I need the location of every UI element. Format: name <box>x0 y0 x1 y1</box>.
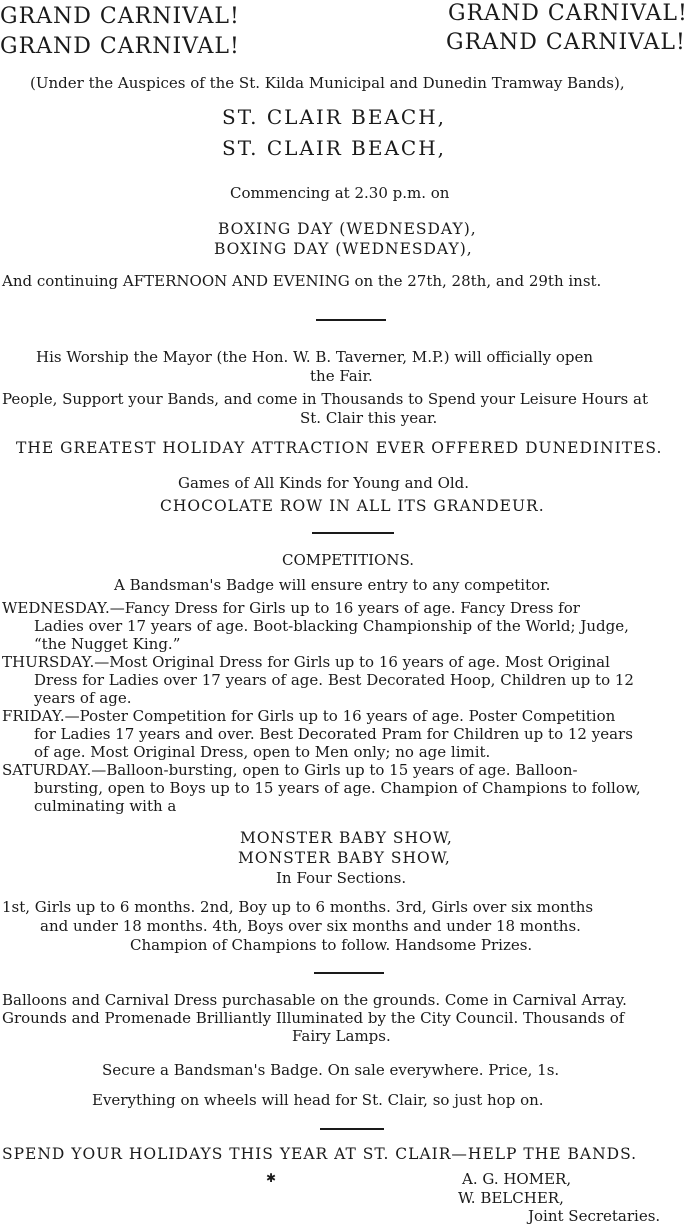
commencing-line: Commencing at 2.30 p.m. on <box>230 184 450 202</box>
baby-show-line-1: MONSTER BABY SHOW, <box>240 829 453 847</box>
venue-line-2: ST. CLAIR BEACH, <box>222 136 447 160</box>
balloons-line-2: Grounds and Promenade Brilliantly Illuminated by the City Council. Thousands of <box>2 1009 625 1027</box>
auspices-line: (Under the Auspices of the St. Kilda Municipal and Dunedin Tramway Bands), <box>30 74 625 92</box>
thursday-line-1: THURSDAY.—Most Original Dress for Girls up to 16 years of age. Most Original <box>2 653 610 671</box>
friday-line-1: FRIDAY.—Poster Competition for Girls up to 16 years of age. Poster Competition <box>2 707 616 725</box>
badge-entry-line: A Bandsman's Badge will ensure entry to any competitor. <box>114 576 551 594</box>
continuing-line: And continuing AFTERNOON AND EVENING on the 27th, 28th, and 29th inst. <box>2 272 602 290</box>
wednesday-line-1: WEDNESDAY.—Fancy Dress for Girls up to 16 years of age. Fancy Dress for <box>2 599 580 617</box>
signatory-homer: A. G. HOMER, <box>462 1170 572 1188</box>
signatory-belcher: W. BELCHER, <box>458 1189 564 1207</box>
wednesday-line-3: “the Nugget King.” <box>34 635 181 653</box>
divider-rule <box>314 972 384 974</box>
baby-show-sections-line: In Four Sections. <box>276 869 407 887</box>
secure-badge-line: Secure a Bandsman's Badge. On sale everywhere. Price, 1s. <box>102 1061 560 1079</box>
wednesday-line-2: Ladies over 17 years of age. Boot-blacking Championship of the World; Judge, <box>34 617 629 635</box>
asterisk-mark: ✱ <box>266 1171 277 1185</box>
friday-line-2: for Ladies 17 years and over. Best Decorated Pram for Children up to 12 years <box>34 725 633 743</box>
games-line: Games of All Kinds for Young and Old. <box>178 474 470 492</box>
spend-holidays-line: SPEND YOUR HOLIDAYS THIS YEAR AT ST. CLAIR—HELP THE BANDS. <box>2 1145 638 1163</box>
heading-left-1: GRAND CARNIVAL! <box>0 4 240 29</box>
sections-line-1: 1st, Girls up to 6 months. 2nd, Boy up to 6 months. 3rd, Girls over six months <box>2 898 594 916</box>
wheels-line: Everything on wheels will head for St. Clair, so just hop on. <box>92 1091 544 1109</box>
heading-left-2: GRAND CARNIVAL! <box>0 34 240 59</box>
competitions-title: COMPETITIONS. <box>282 551 414 569</box>
heading-right-2: GRAND CARNIVAL! <box>446 30 686 55</box>
attraction-line: THE GREATEST HOLIDAY ATTRACTION EVER OFFERED DUNEDINITES. <box>16 439 663 457</box>
divider-rule <box>320 1128 384 1130</box>
mayor-line-1: His Worship the Mayor (the Hon. W. B. Taverner, M.P.) will officially open <box>36 348 594 366</box>
heading-right-1: GRAND CARNIVAL! <box>448 1 688 26</box>
support-line-2: St. Clair this year. <box>300 409 438 427</box>
saturday-line-1: SATURDAY.—Balloon-bursting, open to Girls up to 15 years of age. Balloon- <box>2 761 578 779</box>
sections-line-3: Champion of Champions to follow. Handsome Prizes. <box>130 936 533 954</box>
saturday-line-3: culminating with a <box>34 797 177 815</box>
chocolate-line: CHOCOLATE ROW IN ALL ITS GRANDEUR. <box>160 497 545 515</box>
friday-line-3: of age. Most Original Dress, open to Men only; no age limit. <box>34 743 491 761</box>
support-line-1: People, Support your Bands, and come in Thousands to Spend your Leisure Hours at <box>2 390 648 408</box>
mayor-line-2: the Fair. <box>310 367 373 385</box>
day-line-2: BOXING DAY (WEDNESDAY), <box>214 240 473 258</box>
balloons-line-1: Balloons and Carnival Dress purchasable on the grounds. Come in Carnival Array. <box>2 991 627 1009</box>
baby-show-line-2: MONSTER BABY SHOW, <box>238 849 451 867</box>
divider-rule <box>312 532 394 534</box>
saturday-line-2: bursting, open to Boys up to 15 years of age. Champion of Champions to follow, <box>34 779 641 797</box>
thursday-line-2: Dress for Ladies over 17 years of age. Best Decorated Hoop, Children up to 12 <box>34 671 634 689</box>
venue-line-1: ST. CLAIR BEACH, <box>222 105 447 129</box>
signatories-title: Joint Secretaries. <box>528 1207 661 1225</box>
sections-line-2: and under 18 months. 4th, Boys over six months and under 18 months. <box>40 917 581 935</box>
balloons-line-3: Fairy Lamps. <box>292 1027 391 1045</box>
day-line-1: BOXING DAY (WEDNESDAY), <box>218 220 477 238</box>
thursday-line-3: years of age. <box>34 689 132 707</box>
divider-rule <box>316 319 386 321</box>
